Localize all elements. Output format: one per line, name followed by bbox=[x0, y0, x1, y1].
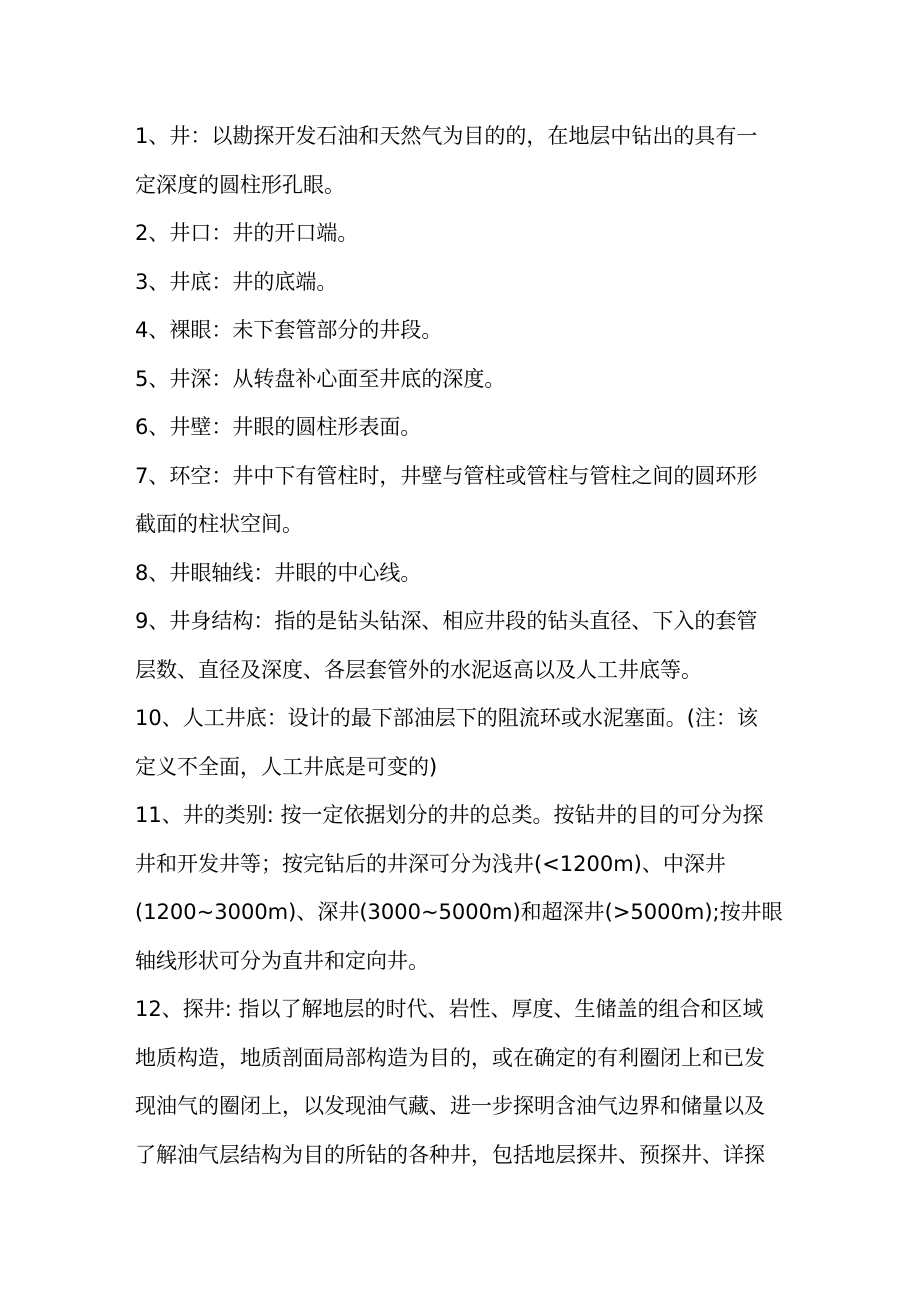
paragraph-10 bbox=[135, 694, 787, 791]
text-line: 井和开发井等；按完钻后的井深可分为浅井(<1200m)、中深井 bbox=[135, 851, 726, 876]
paragraph-5 bbox=[135, 355, 787, 404]
paragraph-1 bbox=[135, 112, 787, 209]
document-body bbox=[135, 112, 787, 1179]
text-line: 10、人工井底：设计的最下部油层下的阻流环或水泥塞面。(注：该 bbox=[135, 706, 758, 730]
text-line: 4、裸眼：未下套管部分的井段。 bbox=[135, 318, 443, 342]
paragraph-9 bbox=[135, 597, 787, 694]
text-line: 层数、直径及深度、各层套管外的水泥返高以及人工井底等。 bbox=[135, 657, 702, 682]
text-line: 7、环空：井中下有管柱时，井壁与管柱或管柱与管柱之间的圆环形 bbox=[135, 463, 758, 488]
paragraph-6 bbox=[135, 403, 787, 452]
text-line: 了解油气层结构为目的所钻的各种井，包括地层探井、预探井、详探 bbox=[135, 1142, 765, 1167]
paragraph-8 bbox=[135, 549, 787, 598]
text-line: 截面的柱状空间。 bbox=[135, 512, 303, 536]
text-line: 现油气的圈闭上，以发现油气藏、进一步探明含油气边界和储量以及 bbox=[135, 1094, 765, 1118]
text-line: 8、井眼轴线：井眼的中心线。 bbox=[135, 560, 422, 585]
text-line: 3、井底：井的底端。 bbox=[135, 269, 338, 294]
paragraph-4 bbox=[135, 306, 787, 355]
text-line: 轴线形状可分为直井和定向井。 bbox=[135, 948, 429, 973]
text-line: 11、井的类别: 按一定依据划分的井的总类。按钻井的目的可分为探 bbox=[135, 803, 764, 827]
text-line: 地质构造，地质剖面局部构造为目的，或在确定的有利圈闭上和已发 bbox=[135, 1045, 765, 1070]
paragraph-12 bbox=[135, 985, 787, 1179]
text-line: 12、探井: 指以了解地层的时代、岩性、厚度、生储盖的组合和区域 bbox=[135, 997, 764, 1021]
paragraph-7 bbox=[135, 452, 787, 549]
text-line: 定深度的圆柱形孔眼。 bbox=[135, 172, 345, 197]
paragraph-2 bbox=[135, 209, 787, 258]
paragraph-11 bbox=[135, 791, 787, 985]
text-line: 6、井壁：井眼的圆柱形表面。 bbox=[135, 415, 422, 439]
text-line: 定义不全面，人工井底是可变的) bbox=[135, 754, 438, 779]
text-line: 2、井口：井的开口端。 bbox=[135, 221, 359, 245]
paragraph-3 bbox=[135, 258, 787, 307]
text-line: 9、井身结构：指的是钻头钻深、相应井段的钻头直径、下入的套管 bbox=[135, 609, 758, 633]
text-line: (1200~3000m)、深井(3000~5000m)和超深井(>5000m);按井眼 bbox=[135, 900, 783, 924]
text-line: 1、井：以勘探开发石油和天然气为目的的，在地层中钻出的具有一 bbox=[135, 124, 758, 148]
text-line: 5、井深：从转盘补心面至井底的深度。 bbox=[135, 366, 506, 391]
